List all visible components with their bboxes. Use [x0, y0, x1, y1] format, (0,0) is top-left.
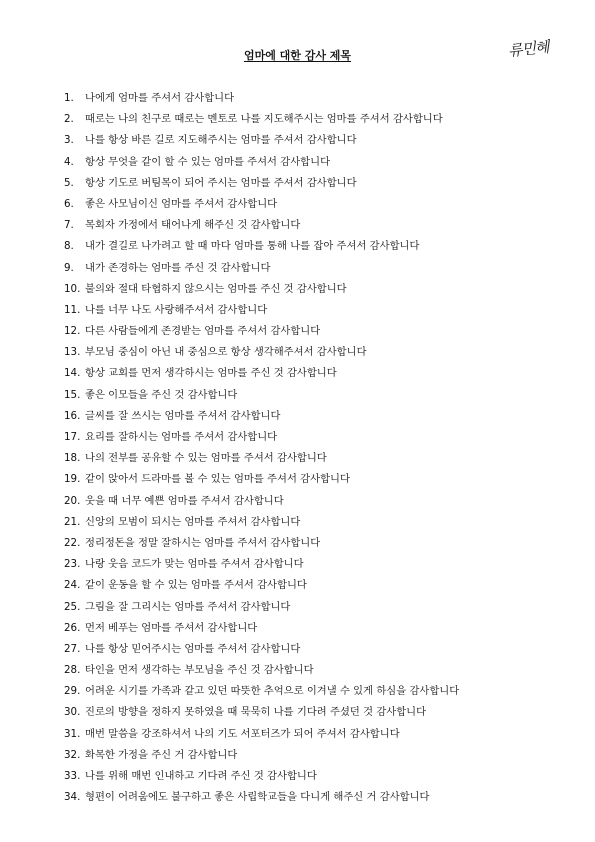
list-item-text: 정리정돈을 정말 잘하시는 엄마를 주셔서 감사합니다 — [85, 536, 321, 549]
list-item — [64, 702, 564, 723]
list-item-number: 15. — [64, 388, 81, 401]
list-item-text: 내가 결길로 나가려고 할 때 마다 엄마를 통해 나를 잡아 주셔서 감사합니다 — [85, 240, 420, 253]
list-item-text: 화목한 가정을 주신 거 감사합니다 — [85, 748, 238, 761]
list-item — [64, 681, 564, 702]
list-item-text: 글씨를 잘 쓰시는 엄마를 주셔서 감사합니다 — [85, 409, 281, 422]
list-item-number: 21. — [64, 515, 81, 528]
list-item-number: 25. — [64, 600, 81, 613]
list-item-text: 나의 전부를 공유할 수 있는 엄마를 주셔서 감사합니다 — [85, 452, 327, 465]
list-item-number: 19. — [64, 473, 81, 486]
list-item-text: 불의와 절대 타협하지 않으시는 엄마를 주신 것 감사합니다 — [85, 282, 347, 295]
list-item — [64, 639, 564, 660]
list-item — [64, 745, 564, 766]
list-item-number: 27. — [64, 642, 81, 655]
list-item-number: 28. — [64, 664, 81, 677]
list-item — [64, 660, 564, 681]
list-item — [64, 194, 564, 215]
list-item-number: 31. — [64, 727, 81, 740]
list-item-number: 17. — [64, 431, 81, 443]
list-item-text: 신앙의 모범이 되시는 엄마를 주셔서 감사합니다 — [85, 515, 301, 528]
list-item-text: 나를 항상 바른 길로 지도해주시는 엄마를 주셔서 감사합니다 — [85, 134, 357, 147]
list-item — [64, 618, 564, 639]
list-item-number: 30. — [64, 706, 81, 719]
list-item — [64, 787, 564, 808]
list-item-text: 요리를 잘하시는 엄마를 주셔서 감사합니다 — [85, 431, 278, 443]
list-item-text: 항상 기도로 버팀목이 되어 주시는 엄마를 주셔서 감사합니다 — [85, 176, 357, 189]
list-item-number: 5. — [64, 176, 74, 189]
list-item — [64, 766, 564, 787]
list-item-number: 26. — [64, 621, 81, 634]
list-item — [64, 236, 564, 257]
list-item-number: 7. — [64, 219, 74, 232]
list-item — [64, 215, 564, 236]
document-title — [0, 47, 595, 63]
list-item-number: 4. — [64, 155, 74, 168]
list-item — [64, 533, 564, 554]
list-item-number: 6. — [64, 197, 74, 210]
list-item — [64, 597, 564, 618]
list-item — [64, 448, 564, 469]
list-item-text: 타인을 먼저 생각하는 부모님을 주신 것 감사합니다 — [85, 664, 314, 677]
list-item-number: 11. — [64, 303, 81, 316]
list-item-number: 8. — [64, 240, 74, 253]
list-item-number: 33. — [64, 770, 81, 782]
list-item-number: 2. — [64, 113, 74, 126]
list-item — [64, 724, 564, 745]
list-item — [64, 130, 564, 151]
list-item-text: 때로는 나의 친구로 때로는 멘토로 나를 지도해주시는 엄마를 주셔서 감사합니다 — [85, 113, 443, 126]
list-item — [64, 321, 564, 342]
list-item-text: 같이 앉아서 드라마를 볼 수 있는 엄마를 주셔서 감사합니다 — [85, 473, 350, 486]
list-item-text: 나랑 웃음 코드가 맞는 엄마를 주셔서 감사합니다 — [85, 558, 304, 571]
list-item — [64, 342, 564, 363]
list-item-number: 10. — [64, 282, 81, 295]
list-item — [64, 109, 564, 130]
list-item-text: 내가 존경하는 엄마를 주신 것 감사합니다 — [85, 261, 271, 274]
list-item — [64, 575, 564, 596]
list-item-number: 29. — [64, 685, 81, 698]
list-item — [64, 152, 564, 173]
list-item-text: 나를 항상 믿어주시는 엄마를 주셔서 감사합니다 — [85, 642, 301, 655]
list-item-number: 20. — [64, 494, 81, 507]
list-item-text: 그림을 잘 그리시는 엄마를 주셔서 감사합니다 — [85, 600, 291, 613]
list-item-text: 목회자 가정에서 태어나게 해주신 것 감사합니다 — [85, 219, 301, 232]
list-item — [64, 88, 564, 109]
list-item — [64, 554, 564, 575]
list-item-text: 진로의 방향을 정하지 못하였을 때 묵묵히 나를 기다려 주셨던 것 감사합니다 — [85, 706, 427, 719]
list-item-number: 14. — [64, 367, 81, 380]
list-item — [64, 491, 564, 512]
list-item-text: 좋은 사모님이신 엄마를 주셔서 감사합니다 — [85, 197, 278, 210]
list-item-number: 13. — [64, 346, 81, 359]
list-item — [64, 173, 564, 194]
list-item — [64, 427, 564, 448]
list-item-text: 좋은 이모들을 주신 것 감사합니다 — [85, 388, 238, 401]
document-title-text: 엄마에 대한 감사 제목 — [243, 49, 352, 62]
list-item-number: 16. — [64, 409, 81, 422]
list-item-text: 먼저 베푸는 엄마를 주셔서 감사합니다 — [85, 621, 258, 634]
list-item-text: 웃을 때 너무 예쁜 엄마를 주셔서 감사합니다 — [85, 494, 284, 507]
list-item-text: 부모님 중심이 아닌 내 중심으로 항상 생각해주셔서 감사합니다 — [85, 346, 367, 359]
list-item-text: 형편이 어려움에도 불구하고 좋은 사립학교들을 다니게 해주신 거 감사합니다 — [85, 791, 430, 804]
list-item — [64, 279, 564, 300]
list-item-number: 22. — [64, 536, 81, 549]
list-item — [64, 406, 564, 427]
list-item — [64, 300, 564, 321]
list-item-text: 다른 사람들에게 존경받는 엄마를 주셔서 감사합니다 — [85, 325, 321, 338]
list-item-text: 같이 운동을 할 수 있는 엄마를 주셔서 감사합니다 — [85, 579, 307, 592]
list-item-number: 32. — [64, 748, 81, 761]
list-item — [64, 385, 564, 406]
list-item-number: 18. — [64, 452, 81, 465]
list-item-number: 34. — [64, 791, 81, 804]
list-item-text: 나에게 엄마를 주셔서 감사합니다 — [85, 92, 235, 104]
list-item-text: 항상 교회를 먼저 생각하시는 엄마를 주신 것 감사합니다 — [85, 367, 337, 380]
list-item — [64, 363, 564, 384]
list-item-number: 23. — [64, 558, 81, 571]
list-item-number: 3. — [64, 134, 74, 147]
gratitude-list — [64, 88, 564, 808]
list-item — [64, 469, 564, 490]
list-item-number: 9. — [64, 261, 74, 274]
list-item-text: 어려운 시기를 가족과 같고 있던 따뜻한 추억으로 이겨낼 수 있게 하심을 감사합니다 — [85, 685, 460, 698]
list-item — [64, 512, 564, 533]
list-item-text: 나를 너무 나도 사랑해주셔서 감사합니다 — [85, 303, 268, 316]
list-item-number: 12. — [64, 325, 81, 338]
list-item-text: 항상 무엇을 같이 할 수 있는 엄마를 주셔서 감사합니다 — [85, 155, 331, 168]
list-item-text: 나를 위해 매번 인내하고 기다려 주신 것 감사합니다 — [85, 770, 317, 782]
list-item — [64, 258, 564, 279]
list-item-text: 매번 말씀을 강조하셔서 나의 기도 서포터즈가 되어 주셔서 감사합니다 — [85, 727, 400, 740]
handwritten-signature: 류민혜 — [507, 37, 550, 61]
list-item-number: 24. — [64, 579, 81, 592]
list-item-number: 1. — [64, 92, 74, 104]
